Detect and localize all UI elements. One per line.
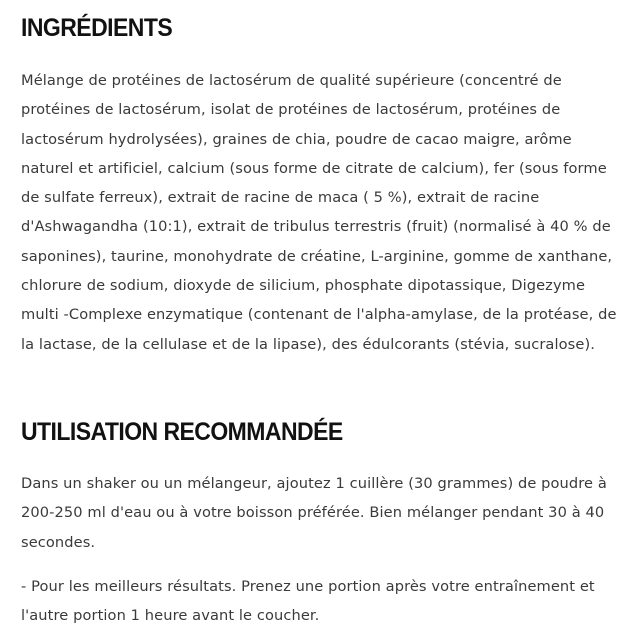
usage-heading: UTILISATION RECOMMANDÉE xyxy=(21,418,343,446)
ingredients-text: Mélange de protéines de lactosérum de qualité supérieure (concentré de protéines de lactosérum, isolat de protéines de lactosérum, protéines de lactosérum hydrolysées), graines de chia, poudre de cacao maigre, arôme naturel et artificiel, calcium (sous forme de citrate de calcium), fer (sous forme de sulfate ferreux), extrait de racine de maca ( 5 %), extrait de racine d'Ashwagandha (10:1), extrait de tribulus terrestris (fruit) (normalisé à 40 % de saponines), taurine, monohydrate de créatine, L-arginine, gomme de xanthane, chlorure de sodium, dioxyde de silicium, phosphate dipotassique, Digezyme multi -Complexe enzymatique (contenant de l'alpha-amylase, de la protéase, de la lactase, de la cellulase et de la lipase), des édulcorants (stévia, sucralose). xyxy=(21,72,617,353)
usage-instructions: Dans un shaker ou un mélangeur, ajoutez 1 cuillère (30 grammes) de poudre à 200-250 ml d'eau ou à votre boisson préférée. Bien mélanger pendant 30 à 40 secondes. xyxy=(21,475,607,551)
usage-tip: - Pour les meilleurs résultats. Prenez une portion après votre entraînement et l'autre portion 1 heure avant le coucher. xyxy=(21,578,595,625)
ingredients-heading: INGRÉDIENTS xyxy=(21,14,173,42)
